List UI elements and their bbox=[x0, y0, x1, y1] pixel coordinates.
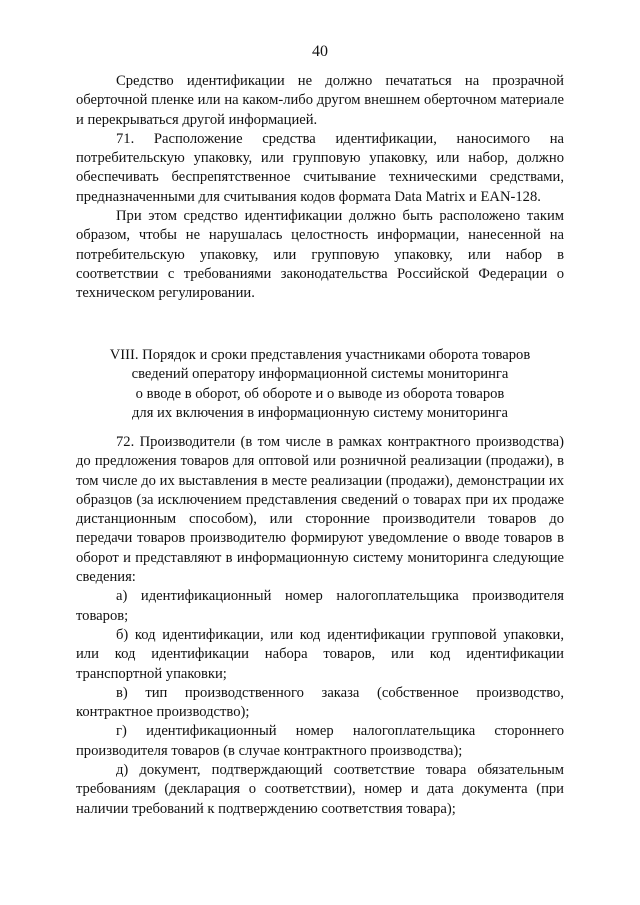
paragraph-71: 71. Расположение средства идентификации, наносимого на потребительскую упаковку, или групповую упаковку, или набор, должно обеспечивать беспрепятственное считывание техническими средствами, предназначенными для считывания кодов формата Data Matrix и EAN-128. bbox=[76, 130, 564, 205]
paragraph: При этом средство идентификации должно быть расположено таким образом, чтобы не нарушалась целостность информации, нанесенной на потребительскую упаковку, или групповую упаковку, или набор в соответствии с требованиями законодательства Российской Федерации о техническом регулировании. bbox=[76, 208, 564, 302]
list-item-g: г) идентификационный номер налогоплательщика стороннего производителя товаров (в случае контрактного производства); bbox=[76, 723, 564, 759]
text-block-1 bbox=[76, 72, 564, 304]
list-item-b: б) код идентификации, или код идентификации групповой упаковки, или код идентификации набора товаров, или код идентификации транспортной упаковки; bbox=[76, 626, 564, 682]
section-heading-line: VIII. Порядок и сроки представления участниками оборота товаров bbox=[109, 347, 531, 363]
page-number: 40 bbox=[312, 43, 328, 60]
section-heading-line: сведений оператору информационной системы мониторинга bbox=[131, 366, 509, 383]
list-item-v: в) тип производственного заказа (собственное производство, контрактное производство); bbox=[76, 684, 564, 721]
paragraph-72: 72. Производители (в том числе в рамках контрактного производства) до предложения товаров для оптовой или розничной реализации (продажи), в том числе до их выставления в месте реализации (продажи), демонстрации их образцов (за исключением представления сведений о товарах при их продаже дистанционным способом), или сторонние производители товаров до передачи товаров производителю формируют уведомление о вводе товаров в оборот и представляют в информационную систему мониторинга следующие сведения: bbox=[76, 434, 564, 586]
section-heading bbox=[76, 346, 564, 423]
list-item-d: д) документ, подтверждающий соответствие товара обязательным требованиям (декларация о соответствии), номер и дата документа (при наличии требований к подтверждению соответствия товара); bbox=[76, 762, 564, 817]
list-item-a: а) идентификационный номер налогоплательщика производителя товаров; bbox=[76, 588, 564, 624]
text-block-2 bbox=[76, 433, 564, 819]
section-heading-line: о вводе в оборот, об обороте и о выводе из оборота товаров bbox=[135, 385, 505, 402]
section-heading-line: для их включения в информационную систему мониторинга bbox=[131, 404, 509, 421]
paragraph: Средство идентификации не должно печататься на прозрачной оберточной пленке или на каком-либо другом внешнем оберточном материале и перекрываться другой информацией. bbox=[76, 73, 564, 128]
